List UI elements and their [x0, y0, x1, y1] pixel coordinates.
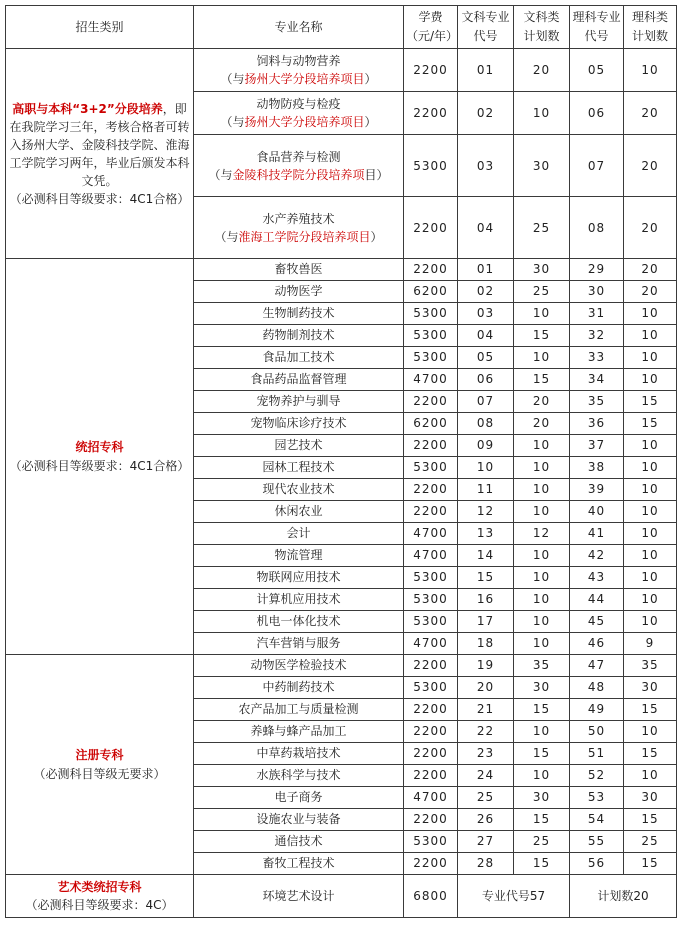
major-name-cell: 机电一体化技术	[194, 611, 404, 633]
sci-code-cell: 05	[570, 49, 624, 92]
sci-plan-cell: 30	[624, 677, 677, 699]
arts-code-cell: 28	[458, 853, 514, 875]
major-name-cell: 食品加工技术	[194, 347, 404, 369]
arts-code-cell: 01	[458, 259, 514, 281]
fee-cell: 2200	[404, 49, 458, 92]
sci-plan-cell: 20	[624, 281, 677, 303]
sci-code-cell: 35	[570, 391, 624, 413]
fee-cell: 2200	[404, 721, 458, 743]
major-name-cell: 农产品加工与质量检测	[194, 699, 404, 721]
arts-plan-cell: 25	[514, 197, 570, 259]
arts-code-cell: 04	[458, 325, 514, 347]
major-name-cell: 食品药品监督管理	[194, 369, 404, 391]
arts-code-cell: 04	[458, 197, 514, 259]
fee-cell: 5300	[404, 347, 458, 369]
fee-cell: 2200	[404, 699, 458, 721]
arts-plan-cell: 12	[514, 523, 570, 545]
arts-plan-cell: 25	[514, 831, 570, 853]
arts-code-cell: 20	[458, 677, 514, 699]
sci-code-cell: 42	[570, 545, 624, 567]
arts-plan-cell: 10	[514, 567, 570, 589]
arts-plan-cell: 10	[514, 765, 570, 787]
arts-code-cell: 26	[458, 809, 514, 831]
major-name-cell: 环境艺术设计	[194, 875, 404, 918]
header-major: 专业名称	[194, 6, 404, 49]
sci-plan-cell: 20	[624, 259, 677, 281]
major-name-cell: 园林工程技术	[194, 457, 404, 479]
major-name-cell: 设施农业与装备	[194, 809, 404, 831]
major-name-cell: 畜牧兽医	[194, 259, 404, 281]
arts-code-cell: 06	[458, 369, 514, 391]
sci-code-cell: 46	[570, 633, 624, 655]
major-name-cell: 现代农业技术	[194, 479, 404, 501]
major-name-cell: 物联网应用技术	[194, 567, 404, 589]
arts-plan-cell: 10	[514, 435, 570, 457]
sci-code-cell: 30	[570, 281, 624, 303]
major-name-cell: 水族科学与技术	[194, 765, 404, 787]
sci-code-cell: 54	[570, 809, 624, 831]
arts-plan-cell: 15	[514, 743, 570, 765]
arts-plan-cell: 10	[514, 633, 570, 655]
sci-plan-cell: 10	[624, 501, 677, 523]
major-name-cell: 物流管理	[194, 545, 404, 567]
fee-cell: 5300	[404, 589, 458, 611]
fee-cell: 2200	[404, 92, 458, 135]
category-art: 艺术类统招专科 （必测科目等级要求：4C）	[6, 875, 194, 918]
sci-code-cell: 33	[570, 347, 624, 369]
sci-code-cell: 40	[570, 501, 624, 523]
sci-plan-cell: 10	[624, 303, 677, 325]
fee-cell: 5300	[404, 457, 458, 479]
major-name-cell: 动物防疫与检疫 （与扬州大学分段培养项目）	[194, 92, 404, 135]
arts-plan-cell: 20	[514, 391, 570, 413]
major-name-cell: 电子商务	[194, 787, 404, 809]
major-name-cell: 通信技术	[194, 831, 404, 853]
sci-plan-cell: 35	[624, 655, 677, 677]
table-row	[6, 655, 677, 677]
arts-plan-cell: 15	[514, 699, 570, 721]
admission-plan-table	[5, 5, 677, 918]
header-category: 招生类别	[6, 6, 194, 49]
sci-code-cell: 29	[570, 259, 624, 281]
fee-cell: 2200	[404, 809, 458, 831]
major-name-cell: 动物医学检验技术	[194, 655, 404, 677]
arts-plan-cell: 15	[514, 325, 570, 347]
sci-code-cell: 06	[570, 92, 624, 135]
arts-plan-cell: 15	[514, 809, 570, 831]
arts-plan-cell: 30	[514, 135, 570, 197]
arts-code-cell: 01	[458, 49, 514, 92]
fee-cell: 2200	[404, 259, 458, 281]
table-row	[6, 875, 677, 918]
major-name-cell: 中药制药技术	[194, 677, 404, 699]
fee-cell: 5300	[404, 135, 458, 197]
major-name-cell: 水产养殖技术 （与淮海工学院分段培养项目）	[194, 197, 404, 259]
sci-plan-cell: 20	[624, 197, 677, 259]
arts-code-cell: 02	[458, 92, 514, 135]
fee-cell: 2200	[404, 743, 458, 765]
sci-code-cell: 07	[570, 135, 624, 197]
major-code-cell: 专业代号57	[458, 875, 570, 918]
arts-code-cell: 03	[458, 303, 514, 325]
sci-code-cell: 50	[570, 721, 624, 743]
major-name-cell: 休闲农业	[194, 501, 404, 523]
fee-cell: 2200	[404, 501, 458, 523]
sci-code-cell: 31	[570, 303, 624, 325]
table-row	[6, 259, 677, 281]
arts-plan-cell: 10	[514, 611, 570, 633]
arts-plan-cell: 35	[514, 655, 570, 677]
fee-cell: 4700	[404, 633, 458, 655]
arts-code-cell: 16	[458, 589, 514, 611]
arts-code-cell: 24	[458, 765, 514, 787]
sci-plan-cell: 15	[624, 699, 677, 721]
fee-cell: 2200	[404, 655, 458, 677]
header-sci-plan: 理科类 计划数	[624, 6, 677, 49]
arts-plan-cell: 10	[514, 501, 570, 523]
category-unified: 统招专科 （必测科目等级要求：4C1合格）	[6, 259, 194, 655]
fee-cell: 5300	[404, 831, 458, 853]
fee-cell: 5300	[404, 611, 458, 633]
sci-plan-cell: 10	[624, 479, 677, 501]
header-row	[6, 6, 677, 49]
sci-code-cell: 39	[570, 479, 624, 501]
sci-code-cell: 49	[570, 699, 624, 721]
arts-plan-cell: 10	[514, 589, 570, 611]
arts-code-cell: 21	[458, 699, 514, 721]
fee-cell: 5300	[404, 325, 458, 347]
header-sci-code: 理科专业 代号	[570, 6, 624, 49]
arts-code-cell: 19	[458, 655, 514, 677]
major-name-cell: 会计	[194, 523, 404, 545]
sci-plan-cell: 10	[624, 325, 677, 347]
fee-cell: 5300	[404, 567, 458, 589]
major-name-cell: 动物医学	[194, 281, 404, 303]
fee-cell: 2200	[404, 765, 458, 787]
arts-code-cell: 05	[458, 347, 514, 369]
plan-count-cell: 计划数20	[570, 875, 677, 918]
header-arts-plan: 文科类 计划数	[514, 6, 570, 49]
fee-cell: 5300	[404, 303, 458, 325]
arts-code-cell: 14	[458, 545, 514, 567]
arts-plan-cell: 10	[514, 303, 570, 325]
fee-cell: 4700	[404, 545, 458, 567]
fee-cell: 6200	[404, 413, 458, 435]
sci-plan-cell: 10	[624, 523, 677, 545]
sci-code-cell: 32	[570, 325, 624, 347]
major-name-cell: 中草药栽培技术	[194, 743, 404, 765]
arts-plan-cell: 10	[514, 721, 570, 743]
sci-plan-cell: 10	[624, 457, 677, 479]
sci-plan-cell: 10	[624, 589, 677, 611]
major-name-cell: 园艺技术	[194, 435, 404, 457]
fee-cell: 2200	[404, 479, 458, 501]
sci-code-cell: 36	[570, 413, 624, 435]
arts-code-cell: 07	[458, 391, 514, 413]
arts-plan-cell: 10	[514, 457, 570, 479]
arts-plan-cell: 10	[514, 347, 570, 369]
sci-code-cell: 37	[570, 435, 624, 457]
sci-plan-cell: 10	[624, 435, 677, 457]
arts-plan-cell: 30	[514, 787, 570, 809]
arts-plan-cell: 30	[514, 677, 570, 699]
major-name-cell: 药物制剂技术	[194, 325, 404, 347]
sci-plan-cell: 10	[624, 347, 677, 369]
sci-plan-cell: 9	[624, 633, 677, 655]
sci-code-cell: 44	[570, 589, 624, 611]
table-row	[6, 49, 677, 92]
sci-plan-cell: 10	[624, 49, 677, 92]
major-name-cell: 养蜂与蜂产品加工	[194, 721, 404, 743]
major-name-cell: 宠物临床诊疗技术	[194, 413, 404, 435]
major-name-cell: 生物制药技术	[194, 303, 404, 325]
sci-code-cell: 56	[570, 853, 624, 875]
sci-plan-cell: 10	[624, 567, 677, 589]
arts-plan-cell: 30	[514, 259, 570, 281]
arts-code-cell: 11	[458, 479, 514, 501]
arts-plan-cell: 10	[514, 479, 570, 501]
arts-plan-cell: 20	[514, 49, 570, 92]
category-3plus2: 高职与本科“3+2”分段培养，即在我院学习三年，考核合格者可转入扬州大学、金陵科技学院、淮海工学院学习两年，毕业后颁发本科文凭。 （必测科目等级要求：4C1合格）	[6, 49, 194, 259]
arts-plan-cell: 15	[514, 853, 570, 875]
arts-code-cell: 13	[458, 523, 514, 545]
sci-code-cell: 47	[570, 655, 624, 677]
fee-cell: 4700	[404, 523, 458, 545]
category-registered: 注册专科 （必测科目等级无要求）	[6, 655, 194, 875]
sci-plan-cell: 30	[624, 787, 677, 809]
major-name-cell: 计算机应用技术	[194, 589, 404, 611]
arts-code-cell: 15	[458, 567, 514, 589]
arts-plan-cell: 25	[514, 281, 570, 303]
sci-plan-cell: 10	[624, 611, 677, 633]
sci-code-cell: 53	[570, 787, 624, 809]
sci-code-cell: 45	[570, 611, 624, 633]
arts-code-cell: 23	[458, 743, 514, 765]
arts-code-cell: 17	[458, 611, 514, 633]
sci-code-cell: 51	[570, 743, 624, 765]
sci-code-cell: 34	[570, 369, 624, 391]
sci-code-cell: 52	[570, 765, 624, 787]
sci-plan-cell: 15	[624, 743, 677, 765]
fee-cell: 2200	[404, 197, 458, 259]
sci-plan-cell: 10	[624, 721, 677, 743]
sci-code-cell: 43	[570, 567, 624, 589]
arts-code-cell: 22	[458, 721, 514, 743]
arts-plan-cell: 20	[514, 413, 570, 435]
sci-plan-cell: 15	[624, 853, 677, 875]
major-name-cell: 食品营养与检测 （与金陵科技学院分段培养项目）	[194, 135, 404, 197]
sci-code-cell: 41	[570, 523, 624, 545]
sci-code-cell: 48	[570, 677, 624, 699]
sci-code-cell: 08	[570, 197, 624, 259]
arts-code-cell: 27	[458, 831, 514, 853]
arts-code-cell: 09	[458, 435, 514, 457]
arts-code-cell: 18	[458, 633, 514, 655]
sci-plan-cell: 10	[624, 545, 677, 567]
major-name-cell: 饲料与动物营养 （与扬州大学分段培养项目）	[194, 49, 404, 92]
header-arts-code: 文科专业 代号	[458, 6, 514, 49]
fee-cell: 2200	[404, 435, 458, 457]
fee-cell: 6800	[404, 875, 458, 918]
arts-plan-cell: 10	[514, 92, 570, 135]
sci-plan-cell: 15	[624, 413, 677, 435]
sci-plan-cell: 20	[624, 135, 677, 197]
fee-cell: 2200	[404, 391, 458, 413]
arts-code-cell: 10	[458, 457, 514, 479]
arts-code-cell: 03	[458, 135, 514, 197]
sci-plan-cell: 15	[624, 809, 677, 831]
sci-plan-cell: 10	[624, 765, 677, 787]
sci-code-cell: 55	[570, 831, 624, 853]
arts-plan-cell: 15	[514, 369, 570, 391]
fee-cell: 5300	[404, 677, 458, 699]
major-name-cell: 畜牧工程技术	[194, 853, 404, 875]
sci-code-cell: 38	[570, 457, 624, 479]
arts-code-cell: 02	[458, 281, 514, 303]
header-fee: 学费 （元/年）	[404, 6, 458, 49]
arts-plan-cell: 10	[514, 545, 570, 567]
fee-cell: 4700	[404, 369, 458, 391]
sci-plan-cell: 25	[624, 831, 677, 853]
sci-plan-cell: 20	[624, 92, 677, 135]
sci-plan-cell: 10	[624, 369, 677, 391]
fee-cell: 6200	[404, 281, 458, 303]
arts-code-cell: 12	[458, 501, 514, 523]
arts-code-cell: 08	[458, 413, 514, 435]
fee-cell: 4700	[404, 787, 458, 809]
fee-cell: 2200	[404, 853, 458, 875]
sci-plan-cell: 15	[624, 391, 677, 413]
major-name-cell: 汽车营销与服务	[194, 633, 404, 655]
arts-code-cell: 25	[458, 787, 514, 809]
major-name-cell: 宠物养护与驯导	[194, 391, 404, 413]
